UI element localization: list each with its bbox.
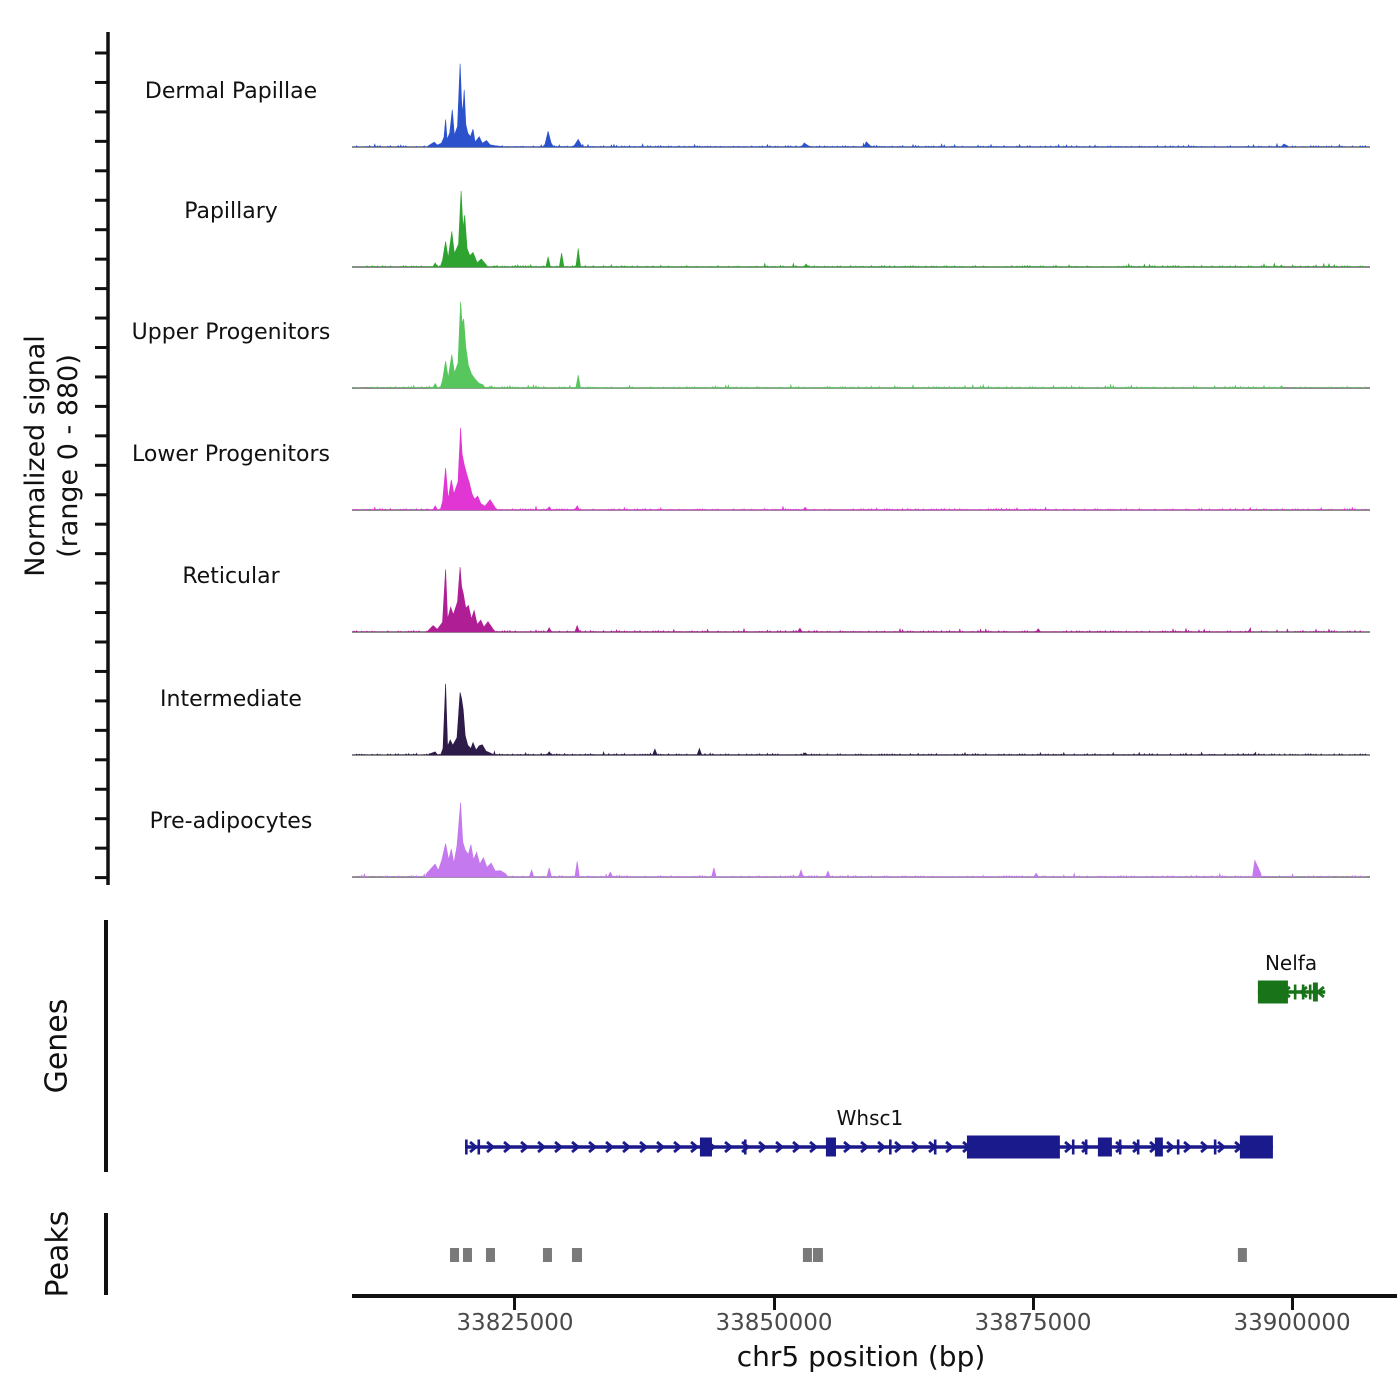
track-label-6: Pre-adipocytes: [149, 809, 313, 834]
gene-exon: [1258, 981, 1288, 1004]
peak-interval: [813, 1248, 823, 1262]
gene-exon: [465, 1140, 468, 1155]
peak-interval: [463, 1248, 472, 1262]
track-signal-path: [428, 428, 1251, 510]
genes-section-label: Genes: [39, 998, 75, 1094]
gene-exon: [1313, 983, 1318, 1002]
track-noise: [352, 262, 1370, 267]
x-axis-tick-label: 33875000: [974, 1310, 1092, 1336]
peak-interval: [450, 1248, 459, 1262]
gene-exon: [477, 1140, 480, 1155]
track-label-2: Upper Progenitors: [131, 320, 331, 345]
peak-interval: [572, 1248, 582, 1262]
x-axis-tick: [773, 1298, 776, 1310]
x-axis-tick-label: 33850000: [715, 1310, 833, 1336]
track-signal-path: [429, 684, 1256, 755]
gene-exon: [1309, 985, 1312, 1000]
gene-exon: [1137, 1140, 1140, 1155]
track-noise: [352, 750, 1370, 755]
track-signal-5: [352, 636, 1370, 758]
track-noise: [352, 142, 1370, 147]
gene-label-nelfa: Nelfa: [1264, 951, 1318, 975]
track-signal-2: [352, 269, 1370, 391]
track-signal-4: [352, 513, 1370, 635]
peak-interval: [1238, 1248, 1247, 1262]
track-label-5: Intermediate: [160, 687, 302, 712]
track-signal-path: [428, 567, 1251, 632]
track-label-1: Papillary: [184, 199, 278, 224]
x-axis-title: chr5 position (bp): [736, 1340, 986, 1373]
gene-exon: [1119, 1140, 1122, 1155]
track-signal-path: [428, 191, 1282, 267]
gene-exon: [1240, 1136, 1273, 1159]
peaks-axis-line: [104, 1213, 108, 1295]
gene-exon: [889, 1140, 892, 1155]
genes-panel: [352, 920, 1370, 1190]
x-axis-tick: [513, 1298, 516, 1310]
track-label-0: Dermal Papillae: [144, 79, 318, 104]
track-signal-path: [428, 64, 1288, 147]
gene-exon: [1214, 1140, 1217, 1155]
gene-model-nelfa: [1258, 951, 1325, 1004]
gene-exon: [700, 1138, 712, 1157]
track-signal-0: [352, 28, 1370, 150]
x-axis-tick-label: 33900000: [1233, 1310, 1351, 1336]
signal-y-axis-label-line2: (range 0 - 880): [53, 354, 84, 558]
gene-exon: [1302, 985, 1305, 1000]
gene-exon: [1072, 1140, 1075, 1155]
track-label-4: Reticular: [182, 564, 280, 589]
track-signal-path: [426, 803, 1261, 878]
track-signal-path: [428, 302, 1282, 388]
peak-interval: [803, 1248, 812, 1262]
gene-exon: [1098, 1138, 1112, 1157]
gene-exon: [1294, 985, 1297, 1000]
peak-interval: [543, 1248, 552, 1262]
track-label-3: Lower Progenitors: [132, 442, 330, 467]
signal-y-axis: [88, 28, 114, 890]
gene-exon: [1085, 1140, 1088, 1155]
gene-exon: [826, 1138, 836, 1157]
track-signal-1: [352, 148, 1370, 270]
gene-model-whsc1: [465, 1106, 1273, 1159]
peak-interval: [486, 1248, 495, 1262]
gene-exon: [744, 1140, 747, 1155]
gene-exon: [1155, 1138, 1163, 1157]
genes-axis-line: [104, 920, 108, 1172]
track-noise: [352, 628, 1370, 633]
x-axis-tick: [1291, 1298, 1294, 1310]
signal-y-axis-label: [19, 335, 85, 577]
gene-exon: [934, 1140, 937, 1155]
track-signal-3: [352, 391, 1370, 513]
gene-exon: [1177, 1140, 1180, 1155]
track-signal-6: [352, 758, 1370, 880]
x-axis-tick: [1032, 1298, 1035, 1310]
peaks-section-label: Peaks: [40, 1210, 76, 1298]
x-axis-line: [352, 1294, 1397, 1298]
peaks-panel: [352, 1235, 1370, 1280]
x-axis-tick-label: 33825000: [456, 1310, 574, 1336]
signal-y-axis-label-line1: Normalized signal: [20, 335, 51, 577]
gene-label-whsc1: Whsc1: [836, 1106, 904, 1130]
gene-exon: [967, 1136, 1060, 1159]
